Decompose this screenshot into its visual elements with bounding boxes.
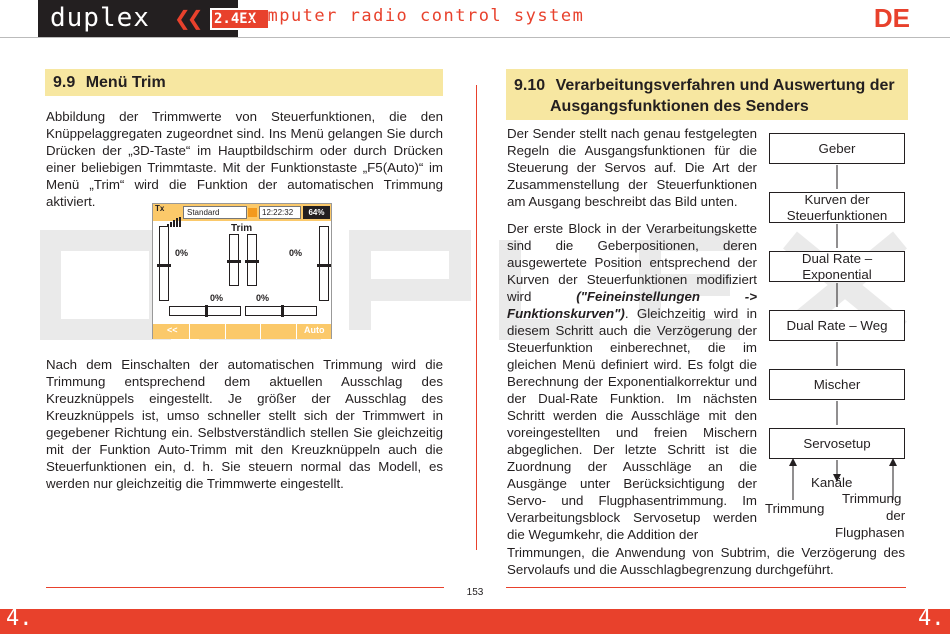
model-name: Standard: [183, 206, 247, 219]
right-vertical-trim-track: [319, 226, 329, 301]
bottom-left-horizontal-trim-track: [169, 306, 241, 316]
back-function-key[interactable]: <<: [167, 325, 178, 335]
section-title-line-1: Verarbeitungsverfahren und Auswertung der: [555, 77, 895, 94]
section-title: Menü Trim: [85, 74, 166, 91]
screen-title: Trim: [231, 223, 253, 234]
screen-status-bar: [153, 204, 331, 221]
center-right-trim-track: [247, 234, 257, 286]
diagram-label-trimmung-flugphasen-3: Flugphasen: [835, 525, 905, 540]
status-indicator-icon: [248, 208, 257, 217]
center-left-trim-track: [229, 234, 239, 286]
diagram-box-kurven: Kurven der Steuerfunktionen: [769, 192, 905, 223]
diagram-box-dual-rate-weg: Dual Rate – Weg: [769, 310, 905, 341]
logo-text: duplex: [50, 3, 150, 33]
processing-intro-paragraph: Der Sender stellt nach genau festgelegten Regeln die Ausgangsfunktionen für die Steuerung der Servos auf. Die Art der Zusammenstellung der Steuerfunktionen am Ausgang beschreibt das Bild unten.: [507, 126, 757, 209]
section-number: 9.10: [514, 77, 546, 94]
header-divider: [0, 37, 950, 38]
diagram-label-kanaele: Kanäle: [811, 475, 853, 490]
bottom-left-trim-value: 0%: [210, 293, 224, 303]
diagram-label-trimmung: Trimmung: [765, 501, 825, 516]
menu-path-reference: ("Feineinstellungen -> Funktionskurven"): [507, 289, 757, 321]
diagram-box-geber: Geber: [769, 133, 905, 164]
diagram-label-trimmung-flugphasen-1: Trimmung: [842, 491, 902, 506]
logo-badge-text: 2.4EX: [214, 11, 257, 27]
diagram-label-trimmung-flugphasen-2: der: [886, 508, 906, 523]
page-number: 153: [466, 587, 484, 598]
trim-intro-paragraph: Abbildung der Trimmwerte von Steuerfunktionen, die den Knüppelaggregaten zugeordnet sind. Ins Menü gelangen Sie durch Drücken der „3D-Taste“ im Hauptbildschirm oder durch Drücken einer beliebigen Trimmtaste. Mit der Funktionstaste „F5(Auto)“ im Menü „Trim“ wird die Funktion der automatischen Trimmung aktiviert.: [46, 109, 443, 209]
logo-chevron-icon: ❮❮: [174, 8, 200, 30]
left-vertical-trim-track: [159, 226, 169, 301]
language-code: DE: [873, 3, 910, 33]
tx-label: Tx: [155, 204, 165, 213]
right-trim-value: 0%: [289, 248, 303, 258]
chain-text-part-1: Der erste Block in der Verarbeitungskette sind die Geberpositionen, deren ausgewertete Position entsprechend der Kurven der Steuerfunktionen modifiziert wird: [507, 221, 757, 304]
chain-text-part-2: . Gleichzeitig wird in diesem Schritt auch die Verzögerung der Steuerfunktion einberechnet, die im gleichen Menü definiert wird. Es folgt die Berechnung der Exponentialkorrektur und der Dual-Rate Funktion. Im nächsten Schritt werden die Ausschläge mit den voreingestellten und freien Mischern abgeglichen. Der letzte Schritt ist die Zuordnung der Ausschläge an die Ausgänge unter Berücksichtigung der Servo- und Flugphasentrimmung. Im Verarbeitungsblock Servosetup werden die Wegumkehr, die Addition der: [507, 306, 757, 542]
section-heading-9-9: [45, 69, 443, 96]
diagram-box-dual-rate-expo: Dual Rate – Exponential: [769, 251, 905, 282]
trim-screen-display: [152, 203, 332, 339]
section-heading-9-10: [506, 69, 908, 120]
bottom-right-horizontal-trim-track: [245, 306, 317, 316]
footer-bar: [0, 609, 950, 634]
timer: 12:22:32: [259, 206, 301, 219]
section-title-line-2: Ausgangsfunktionen des Senders: [550, 98, 809, 115]
chapter-number-left: 4.: [6, 606, 33, 631]
diagram-box-mischer: Mischer: [769, 369, 905, 400]
footer-rule-right: [506, 587, 906, 588]
left-trim-value: 0%: [175, 248, 189, 258]
diagram-box-servosetup: Servosetup: [769, 428, 905, 459]
battery-level: 64%: [303, 206, 330, 219]
processing-chain-paragraph: [507, 220, 757, 543]
page-header: [0, 0, 950, 37]
section-number: 9.9: [53, 74, 76, 91]
bottom-right-trim-value: 0%: [256, 293, 270, 303]
header-tagline: computer radio control system: [244, 6, 585, 26]
servosetup-paragraph: Trimmungen, die Anwendung von Subtrim, die Verzögerung des Servolaufs und die Ausschlagbegrenzung durchgeführt.: [507, 545, 905, 577]
auto-function-key[interactable]: Auto: [304, 325, 325, 335]
auto-trim-paragraph: Nach dem Einschalten der automatischen Trimmung wird die Trimmung entsprechend dem aktuellen Ausschlag des Kreuzknüppels eingestellt. Je größer der Ausschlag des Kreuzknüppels ist, umso schneller stellt sich der Trimmwert in gegebener Richtung ein. Selbstverständlich stellen Sie gleichzeitig mit der Funktion Auto-Trimm mit den Kreuzknüppeln auch die Steuerfunktionen ein, d. h. Sie steuern normal das Modell, es werden nur gleichzeitig die Trimmwerte eingestellt.: [46, 357, 443, 491]
chapter-number-right: 4.: [918, 606, 945, 631]
duplex-logo: [38, 0, 257, 37]
footer-rule-left: [46, 587, 444, 588]
screen-function-bar: [153, 324, 331, 339]
column-divider: [476, 85, 477, 550]
